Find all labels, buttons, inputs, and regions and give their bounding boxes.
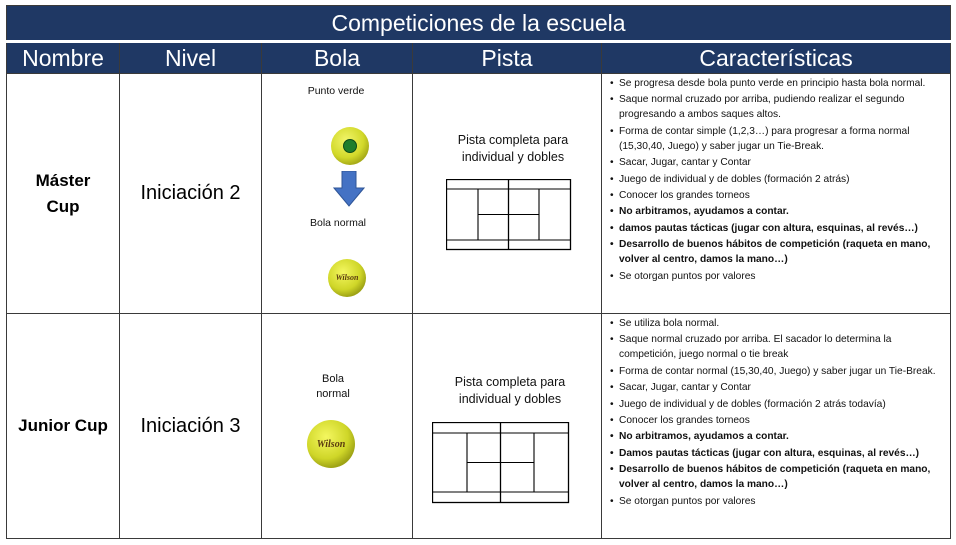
competition-name-text: Máster Cup: [35, 170, 91, 216]
feature-item: • Conocer los grandes torneos: [610, 413, 946, 428]
tennis-ball-icon: [306, 419, 356, 469]
court-cell: [413, 314, 602, 539]
feature-item: • No arbitramos, ayudamos a contar.: [610, 429, 946, 444]
features-list: [610, 316, 946, 509]
title-row: [7, 6, 951, 42]
table-title: Competiciones de la escuela: [7, 6, 951, 42]
feature-item: • Sacar, Jugar, cantar y Contar: [610, 380, 946, 395]
ball-cell: [262, 74, 413, 314]
header-pista: Pista: [413, 42, 602, 74]
header-caracteristicas: Características: [602, 42, 951, 74]
feature-item: • Juego de individual y de dobles (formación 2 atrás todavía): [610, 397, 946, 412]
feature-item: • Se otorgan puntos por valores: [610, 269, 946, 284]
ball-brand-text: Wilson: [335, 273, 359, 282]
feature-item: • Forma de contar normal (15,30,40, Juego) y saber jugar un Tie-Break.: [610, 364, 946, 379]
feature-item: • Forma de contar simple (1,2,3…) para progresar a forma normal (15,30,40, Juego) y saber jugar un Tie-Break.: [610, 124, 946, 154]
feature-item: • Conocer los grandes torneos: [610, 188, 946, 203]
ball-cell: [262, 314, 413, 539]
competition-name: Junior Cup: [7, 314, 120, 539]
feature-item: • Saque normal cruzado por arriba. El sacador lo determina la competición, juego normal o tie break: [610, 332, 946, 362]
court-cell: [413, 74, 602, 314]
feature-item: • damos pautas tácticas (jugar con altura, esquinas, al revés…): [610, 221, 946, 236]
feature-item: • Desarrollo de buenos hábitos de competición (raqueta en mano, volver al centro, damos la mano…): [610, 237, 946, 267]
feature-item: • Saque normal cruzado por arriba, pudiendo realizar el segundo progresando a ambos saques altos.: [610, 92, 946, 122]
ball-brand-text: Wilson: [316, 439, 346, 450]
court-label: Pista completa para individual y dobles: [457, 133, 569, 164]
arrow-down-icon: [333, 171, 365, 207]
features-list: [610, 76, 946, 284]
feature-item: • Se utiliza bola normal.: [610, 316, 946, 331]
competitions-table-wrapper: [6, 5, 950, 539]
tennis-ball-icon: [327, 258, 367, 298]
features-cell: [602, 74, 951, 314]
green-dot-ball-icon: [330, 126, 370, 166]
ball-label: Bola normal: [316, 373, 350, 400]
ball-bottom-label: Bola normal: [309, 217, 367, 229]
competition-level: Iniciación 3: [120, 314, 262, 539]
header-nombre: Nombre: [7, 42, 120, 74]
table-row: [7, 74, 951, 314]
feature-item: • Juego de individual y de dobles (formación 2 atrás): [610, 172, 946, 187]
feature-item: • Damos pautas tácticas (jugar con altura, esquinas, al revés…): [610, 446, 946, 461]
feature-item: • Desarrollo de buenos hábitos de competición (raqueta en mano, volver al centro, damos la mano…): [610, 462, 946, 492]
header-nivel: Nivel: [120, 42, 262, 74]
tennis-court-icon: [432, 422, 570, 504]
table-row: [7, 314, 951, 539]
competition-level: Iniciación 2: [120, 74, 262, 314]
feature-item: • Se progresa desde bola punto verde en principio hasta bola normal.: [610, 76, 946, 91]
features-cell: [602, 314, 951, 539]
header-row: [7, 42, 951, 74]
feature-item: • Sacar, Jugar, cantar y Contar: [610, 155, 946, 170]
feature-item: • No arbitramos, ayudamos a contar.: [610, 204, 946, 219]
header-bola: Bola: [262, 42, 413, 74]
feature-item: • Se otorgan puntos por valores: [610, 494, 946, 509]
ball-top-label: Punto verde: [307, 85, 365, 97]
tennis-court-icon: [446, 179, 572, 251]
competition-name: [7, 74, 120, 314]
competitions-table: [6, 5, 951, 539]
court-label: Pista completa para individual y dobles: [454, 375, 566, 406]
